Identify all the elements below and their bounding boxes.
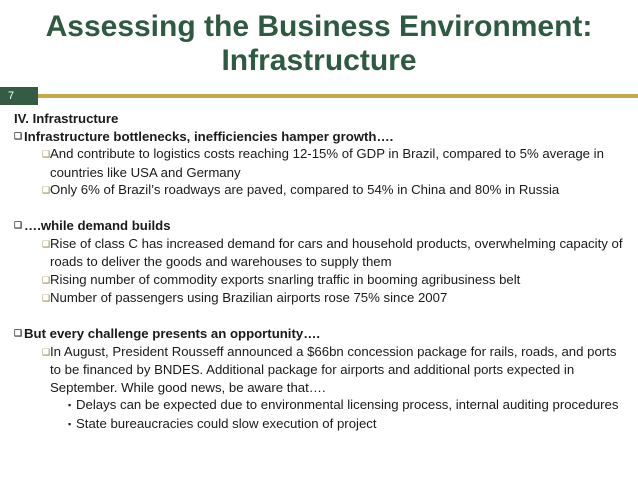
square-bullet-icon: ❑ bbox=[42, 274, 51, 285]
spacer bbox=[14, 308, 629, 325]
slide-body bbox=[14, 110, 629, 434]
square-bullet-icon: ❑ bbox=[42, 293, 51, 304]
section-heading: IV. Infrastructure bbox=[14, 111, 119, 126]
sub-bullet-text: Number of passengers using Brazilian airports rose 75% since 2007 bbox=[50, 290, 448, 306]
divider-line bbox=[38, 94, 638, 98]
slide-title-line-2: Infrastructure bbox=[221, 44, 417, 77]
square-bullet-icon: ❑ bbox=[14, 219, 23, 230]
square-bullet-icon: ❑ bbox=[14, 130, 23, 141]
sub-sub-bullet-item bbox=[14, 396, 629, 415]
sub-sub-bullet-item bbox=[14, 415, 629, 434]
slide-number-box bbox=[0, 87, 38, 105]
sub-bullet-item bbox=[14, 271, 629, 290]
bullet-item bbox=[14, 128, 629, 146]
header-band bbox=[0, 87, 638, 105]
bullet-item bbox=[14, 325, 629, 343]
slide-title bbox=[0, 10, 638, 78]
square-bullet-icon: ❑ bbox=[42, 238, 51, 249]
bullet-text: Infrastructure bottlenecks, inefficiencies hamper growth…. bbox=[24, 128, 394, 144]
sub-bullet-item bbox=[14, 343, 629, 397]
sub-bullet-text: Rise of class C has increased demand for cars and household products, overwhelming capacity of roads to deliver the goods and warehouses to supply them bbox=[50, 235, 623, 270]
sub-sub-bullet-text: Delays can be expected due to environmental licensing process, internal auditing procedures bbox=[76, 397, 619, 413]
sub-bullet-item bbox=[14, 235, 629, 271]
square-bullet-icon: ❑ bbox=[42, 185, 51, 196]
small-square-bullet-icon: ▪ bbox=[68, 400, 72, 411]
bullet-item bbox=[14, 217, 629, 235]
sub-bullet-text: Rising number of commodity exports snarling traffic in booming agribusiness belt bbox=[50, 271, 521, 287]
sub-bullet-text: In August, President Rousseff announced a $66bn concession package for rails, roads, and ports to be financed by BNDES. Additional package for airports and additional ports expected in September. While good news, be aware that…. bbox=[50, 343, 617, 395]
slide-number: 7 bbox=[8, 90, 15, 102]
square-bullet-icon: ❑ bbox=[42, 149, 51, 160]
sub-bullet-item bbox=[14, 181, 629, 200]
spacer bbox=[14, 200, 629, 217]
slide-title-line-1: Assessing the Business Environment: bbox=[45, 10, 593, 43]
sub-bullet-item bbox=[14, 145, 629, 181]
square-bullet-icon: ❑ bbox=[14, 327, 23, 338]
square-bullet-icon: ❑ bbox=[42, 346, 51, 357]
sub-bullet-text: And contribute to logistics costs reaching 12-15% of GDP in Brazil, compared to 5% average in countries like USA and Germany bbox=[50, 146, 604, 180]
sub-bullet-item bbox=[14, 289, 629, 308]
bullet-text: ….while demand builds bbox=[24, 217, 171, 233]
sub-bullet-text: Only 6% of Brazil’s roadways are paved, compared to 54% in China and 80% in Russia bbox=[50, 182, 560, 198]
sub-sub-bullet-text: State bureaucracies could slow execution of project bbox=[76, 415, 377, 431]
bullet-text: But every challenge presents an opportunity…. bbox=[24, 325, 321, 341]
small-square-bullet-icon: ▪ bbox=[68, 418, 72, 429]
